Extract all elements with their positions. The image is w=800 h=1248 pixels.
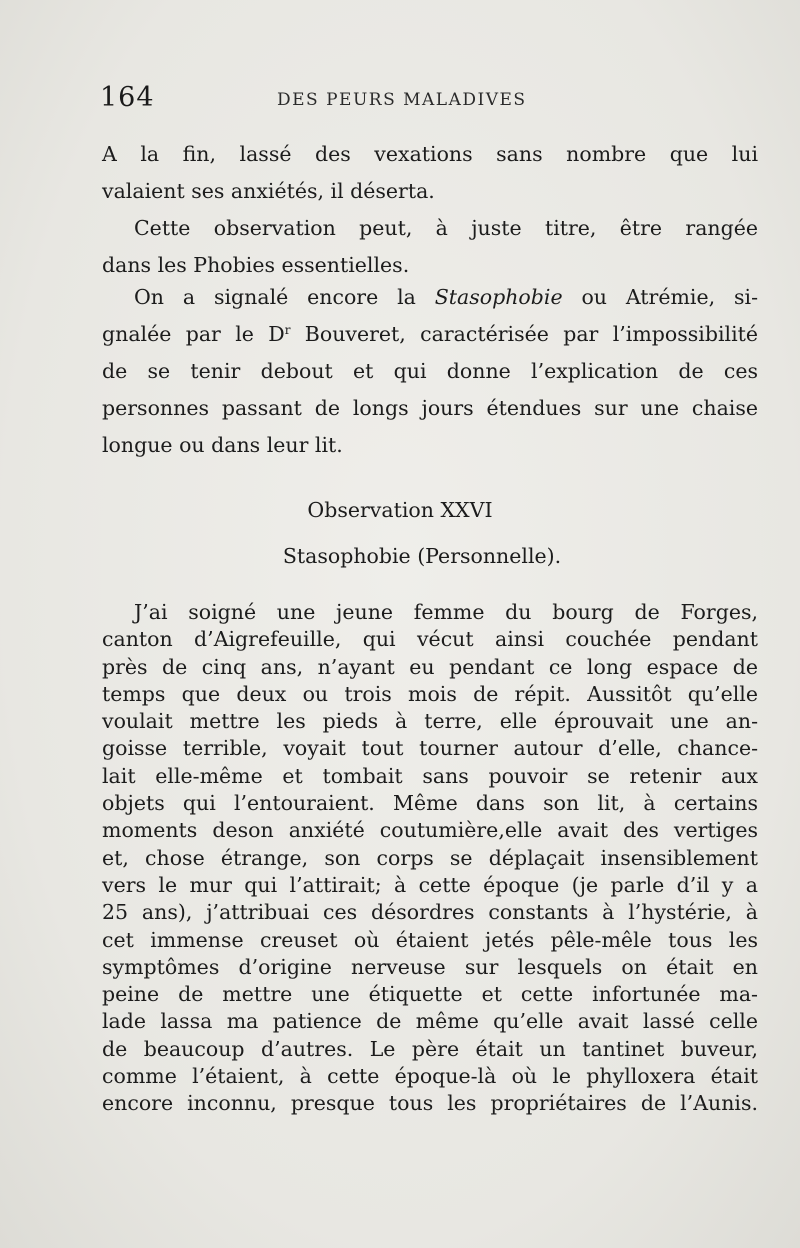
text-line: de beaucoup d’autres. Le père était un tantinet buveur, — [102, 1036, 758, 1061]
text-line: symptômes d’origine nerveuse sur lesquels on était en — [102, 954, 758, 979]
text-line: personnes passant de longs jours étendues sur une chaise — [102, 396, 758, 420]
text-fragment: On a signalé encore la — [134, 285, 435, 309]
text-line: comme l’étaient, à cette époque-là où le phylloxera était — [102, 1064, 758, 1089]
text-line — [102, 279, 758, 316]
text-line: vers le mur qui l’attirait; à cette époque (je parle d’il y a — [102, 872, 758, 897]
running-title: DES PEURS MALADIVES — [277, 90, 527, 110]
page-number: 164 — [100, 82, 155, 113]
text-line: dans les Phobies essentielles. — [102, 253, 410, 277]
page-header — [100, 82, 755, 118]
text-line: temps que deux ou trois mois de répit. Aussitôt qu’elle — [102, 681, 758, 706]
text-line: près de cinq ans, n’ayant eu pendant ce long espace de — [102, 654, 758, 679]
text-line: lait elle-même et tombait sans pouvoir se retenir aux — [102, 763, 758, 788]
text-line: peine de mettre une étiquette et cette infortunée ma- — [102, 982, 758, 1007]
stasophobie-paragraph — [102, 279, 758, 464]
text-line: et, chose étrange, son corps se déplaçait insensiblement — [102, 845, 758, 870]
case-description — [102, 599, 758, 1118]
text-line: voulait mettre les pieds à terre, elle éprouvait une an- — [102, 709, 758, 734]
text-line: encore inconnu, presque tous les propriétaires de l’Aunis. — [102, 1091, 758, 1116]
text-line: Cette observation peut, à juste titre, être rangée — [134, 216, 758, 240]
text-line: canton d’Aigrefeuille, qui vécut ainsi couchée pendant — [102, 627, 758, 652]
text-line: A la fin, lassé des vexations sans nombre que lui — [102, 142, 758, 166]
observation-subtitle: Stasophobie (Personnelle). — [282, 544, 562, 568]
text-line: J’ai soigné une jeune femme du bourg de Forges, — [134, 600, 758, 624]
emphasized-term: Stasophobie — [434, 285, 563, 309]
intro-text — [102, 136, 758, 284]
observation-title: Observation XXVI — [307, 498, 493, 522]
text-fragment: Bouveret, caractérisée par l’impossibilité — [290, 322, 758, 346]
text-line: goisse terrible, voyait tout tourner autour d’elle, chance- — [102, 736, 758, 761]
text-line: 25 ans), j’attribuai ces désordres constants à l’hystérie, à — [102, 900, 758, 925]
text-line: lade lassa ma patience de même qu’elle avait lassé celle — [102, 1009, 758, 1034]
text-line: valaient ses anxiétés, il déserta. — [102, 179, 435, 203]
text-fragment: ou Atrémie, si- — [562, 285, 758, 309]
text-fragment: gnalée par le D — [102, 322, 285, 346]
text-line: objets qui l’entouraient. Même dans son lit, à certains — [102, 791, 758, 816]
text-line: moments deson anxiété coutumière,elle avait des vertiges — [102, 818, 758, 843]
text-line: de se tenir debout et qui donne l’explication de ces — [102, 359, 758, 383]
text-line — [102, 316, 758, 353]
text-line: longue ou dans leur lit. — [102, 433, 343, 457]
text-line: cet immense creuset où étaient jetés pêle-mêle tous les — [102, 927, 758, 952]
superscript: r — [284, 323, 291, 337]
